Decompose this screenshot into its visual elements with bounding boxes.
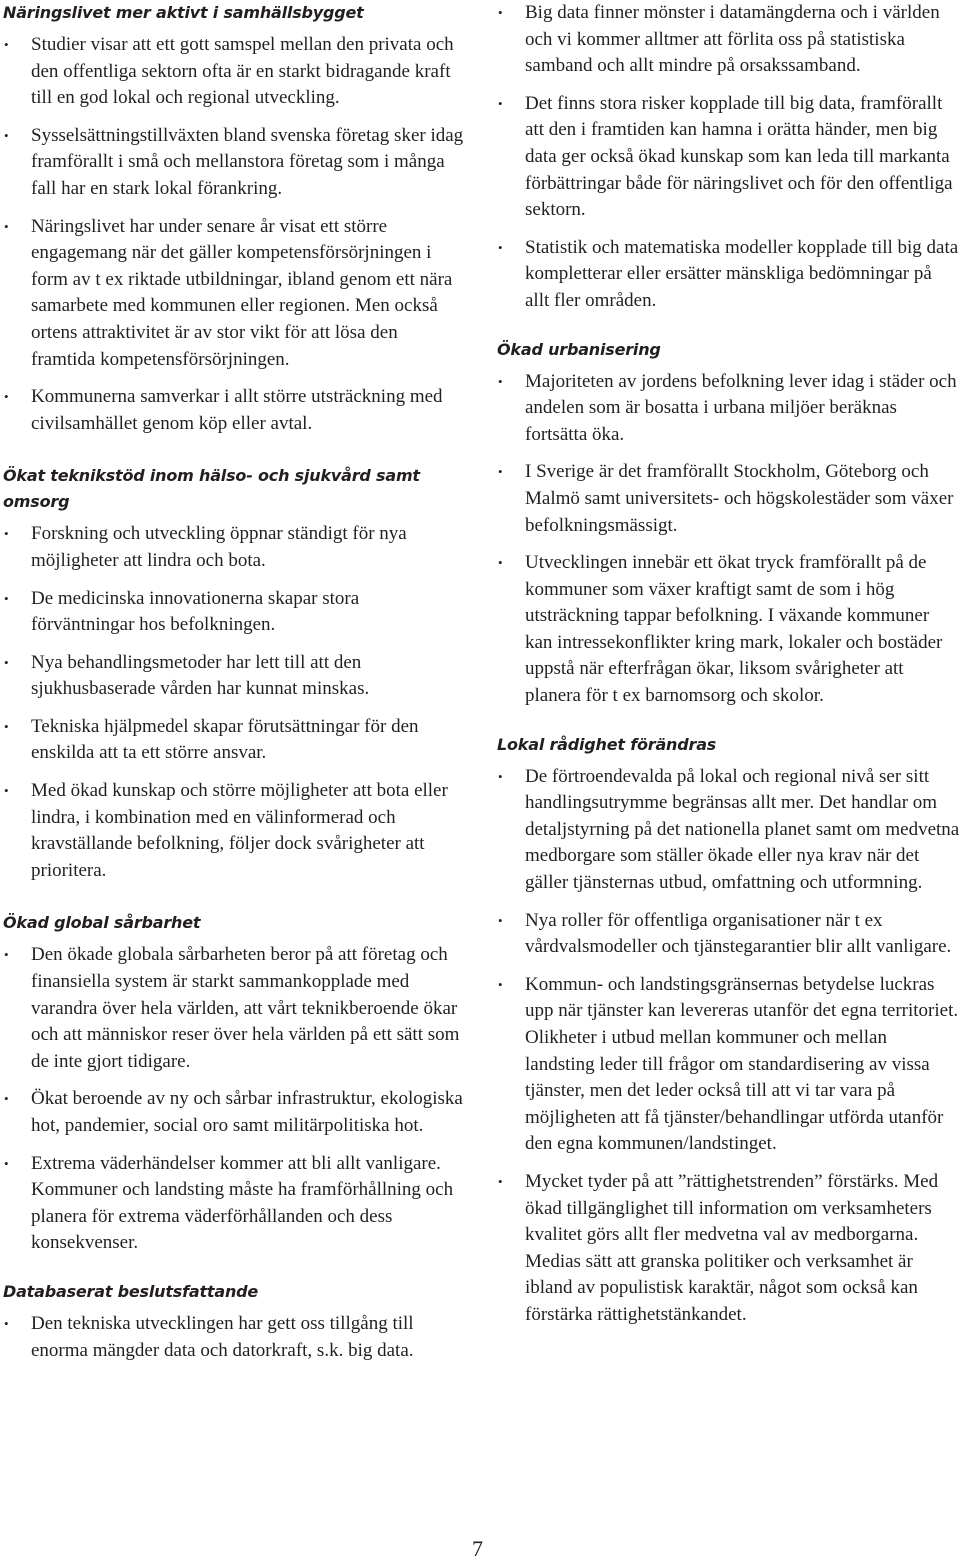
- list-item-text: Mycket tyder på att ”rättighetstrenden” förstärks. Med ökad tillgänglighet till information om verksamheters kvalitet görs allt fler medvetna val av medborgarna. Medias sätt att granska politiker och verksamhet är ibland av populistisk karaktär, något som också kan förstärka rättighetstänkandet.: [525, 1170, 939, 1325]
- section-heading: Ökad urbanisering: [497, 339, 661, 359]
- list-item-text: Studier visar att ett gott samspel mellan den privata och den offentliga sektorn ofta är en starkt bidragande kraft till en god lokal och regional utveckling.: [31, 34, 454, 109]
- list-item: [3, 214, 465, 374]
- list-item-text: Det finns stora risker kopplade till big data, framförallt att den i framtiden kan hamna i orätta händer, men big data ger också ökad kunskap som kan leda till markanta förbättringar både för näringslivet och för den offentliga sektorn.: [525, 92, 953, 221]
- list-item: [3, 1086, 465, 1139]
- section: [497, 337, 960, 710]
- list-item-text: De förtroendevalda på lokal och regional nivå ser sitt handlingsutrymme begränsas allt mer. Det handlar om detaljstyrning på det nationella planet samt om medvetna medborgare som ställer ökade eller nya krav när det gäller tjänsternas utbud, omfattning och utformning.: [525, 765, 960, 894]
- list-item: [3, 1151, 465, 1257]
- section: [3, 0, 465, 437]
- list-item: [497, 972, 960, 1158]
- bullet-icon: •: [4, 947, 9, 963]
- bullet-icon: •: [4, 1155, 9, 1171]
- list-item: [3, 942, 465, 1075]
- page-number: 7: [472, 1536, 483, 1561]
- list-item: [497, 235, 960, 315]
- bullet-list: [497, 369, 960, 710]
- list-item-text: Kommun- och landstingsgränsernas betydelse luckras upp när tjänster kan levereras utanför det egna territoriet. Olikheter i utbud mellan kommuner och mellan landsting leder till frågor om standardisering av vissa tjänster, men det leder också till att vi tar vara på möjligheten att få tjänster/behandlingar utförda utanför den egna kommunen/landstinget.: [525, 973, 959, 1155]
- list-item: [3, 586, 465, 639]
- list-item: [497, 1169, 960, 1329]
- bullet-list: [3, 942, 465, 1257]
- section: [3, 910, 465, 1257]
- bullet-icon: •: [498, 239, 503, 255]
- bullet-icon: •: [4, 654, 9, 670]
- list-item: [3, 123, 465, 203]
- list-item-text: Forskning och utveckling öppnar ständigt för nya möjligheter att lindra och bota.: [31, 523, 407, 571]
- left-column: [3, 0, 465, 1375]
- bullet-list: [3, 32, 465, 437]
- bullet-icon: •: [498, 95, 503, 111]
- right-column: [497, 0, 960, 1340]
- bullet-list: [3, 1311, 465, 1364]
- list-item-text: Tekniska hjälpmedel skapar förutsättningar för den enskilda att ta ett större ansvar.: [31, 715, 419, 764]
- list-item: [3, 384, 465, 437]
- bullet-icon: •: [4, 718, 9, 734]
- list-item: [3, 521, 465, 574]
- list-item: [497, 764, 960, 897]
- list-item-text: Statistik och matematiska modeller kopplade till big data kompletterar eller ersätter mänskliga bedömningar på allt fler områden.: [525, 236, 959, 311]
- list-item: [3, 32, 465, 112]
- bullet-icon: •: [4, 1315, 9, 1331]
- list-item: [3, 714, 465, 767]
- list-item-text: Med ökad kunskap och större möjligheter att bota eller lindra, i kombination med en välinformerad och kravställande befolkning, följer dock svårigheter att prioritera.: [31, 780, 448, 881]
- section-heading: Näringslivet mer aktivt i samhällsbygget: [3, 3, 364, 22]
- list-item: [497, 91, 960, 224]
- list-item-text: Sysselsättningstillväxten bland svenska företag sker idag framförallt i små och mellanstora företag som i många fall har en stark lokal förankring.: [31, 124, 464, 199]
- list-item-text: Nya behandlingsmetoder har lett till att den sjukhusbaserade vården har kunnat minskas.: [31, 651, 370, 700]
- bullet-icon: •: [498, 555, 503, 571]
- list-item: [497, 550, 960, 710]
- list-item-text: Den ökade globala sårbarheten beror på att företag och finansiella system är starkt sammankopplade med varandra över hela världen, att vårt teknikberoende ökar och att människor reser över hela världen på ett sätt som de inte gjort tidigare.: [31, 944, 460, 1072]
- list-item-text: Kommunerna samverkar i allt större utsträckning med civilsamhället genom köp eller avtal.: [31, 386, 443, 434]
- bullet-icon: •: [498, 464, 503, 480]
- bullet-icon: •: [4, 783, 9, 799]
- list-item-text: Ökat beroende av ny och sårbar infrastruktur, ekologiska hot, pandemier, social oro samt militärpolitiska hot.: [31, 1088, 463, 1136]
- bullet-icon: •: [4, 590, 9, 606]
- list-item: [497, 369, 960, 449]
- bullet-icon: •: [498, 373, 503, 389]
- list-item-text: Den tekniska utvecklingen har gett oss tillgång till enorma mängder data och datorkraft, s.k. big data.: [31, 1312, 414, 1361]
- bullet-icon: •: [4, 37, 9, 52]
- list-item-text: Extrema väderhändelser kommer att bli allt vanligare. Kommuner och landsting måste ha framförhållning och planera för extrema väderförhållanden och dess konsekvenser.: [31, 1152, 454, 1254]
- list-item-text: Utvecklingen innebär ett ökat tryck framförallt på de kommuner som växer kraftigt samt de som i hög utsträckning tappar befolkning. I växande kommuner kan intressekonflikter kring mark, lokaler och bostäder uppstå när efterfrågan ökar, liksom svårigheter att planera för t ex barnomsorg och skolor.: [525, 552, 943, 707]
- bullet-list: [497, 764, 960, 1329]
- bullet-icon: •: [498, 5, 503, 20]
- list-item: [3, 1311, 465, 1364]
- bullet-icon: •: [4, 526, 9, 542]
- bullet-icon: •: [498, 1173, 503, 1189]
- bullet-icon: •: [4, 389, 9, 405]
- section: [497, 732, 960, 1329]
- list-item-text: Näringslivet har under senare år visat ett större engagemang när det gäller kompetensförsörjningen i form av t ex riktade utbildningar, ibland genom ett nära samarbete med kommunen eller regionen. Men också ortens attraktivitet är av stor vikt för att lösa den framtida kompetensförsörjningen.: [31, 215, 453, 370]
- bullet-icon: •: [498, 976, 503, 992]
- list-item-text: Big data finner mönster i datamängderna och i världen och vi kommer alltmer att förlita oss på statistiska samband och allt mindre på orsakssamband.: [525, 2, 940, 77]
- list-item: [497, 908, 960, 961]
- bullet-icon: •: [4, 1091, 9, 1107]
- bullet-list: [3, 521, 465, 884]
- section-heading: Ökad global sårbarhet: [3, 913, 201, 933]
- bullet-list: [497, 0, 960, 315]
- section: [3, 1279, 465, 1364]
- section-heading: Lokal rådighet förändras: [497, 734, 717, 754]
- bullet-icon: •: [498, 768, 503, 784]
- list-item: [3, 650, 465, 703]
- list-item: [497, 0, 960, 80]
- section: [3, 463, 465, 884]
- section: [497, 0, 960, 315]
- section-heading: Databaserat beslutsfattande: [3, 1281, 259, 1301]
- list-item-text: Majoriteten av jordens befolkning lever idag i städer och andelen som är bosatta i urbana miljöer beräknas fortsätta öka.: [525, 370, 957, 445]
- bullet-icon: •: [4, 218, 9, 234]
- bullet-icon: •: [498, 912, 503, 928]
- list-item-text: Nya roller för offentliga organisationer när t ex vårdvalsmodeller och tjänstegarantier blir allt vanligare.: [525, 909, 952, 958]
- list-item: [3, 778, 465, 884]
- list-item: [497, 459, 960, 539]
- list-item-text: De medicinska innovationerna skapar stora förväntningar hos befolkningen.: [31, 587, 360, 636]
- bullet-icon: •: [4, 127, 9, 143]
- section-heading: Ökat teknikstöd inom hälso- och sjukvård samt omsorg: [3, 466, 420, 512]
- list-item-text: I Sverige är det framförallt Stockholm, Göteborg och Malmö samt universitets- och högskolestäder som växer befolkningsmässigt.: [525, 461, 954, 536]
